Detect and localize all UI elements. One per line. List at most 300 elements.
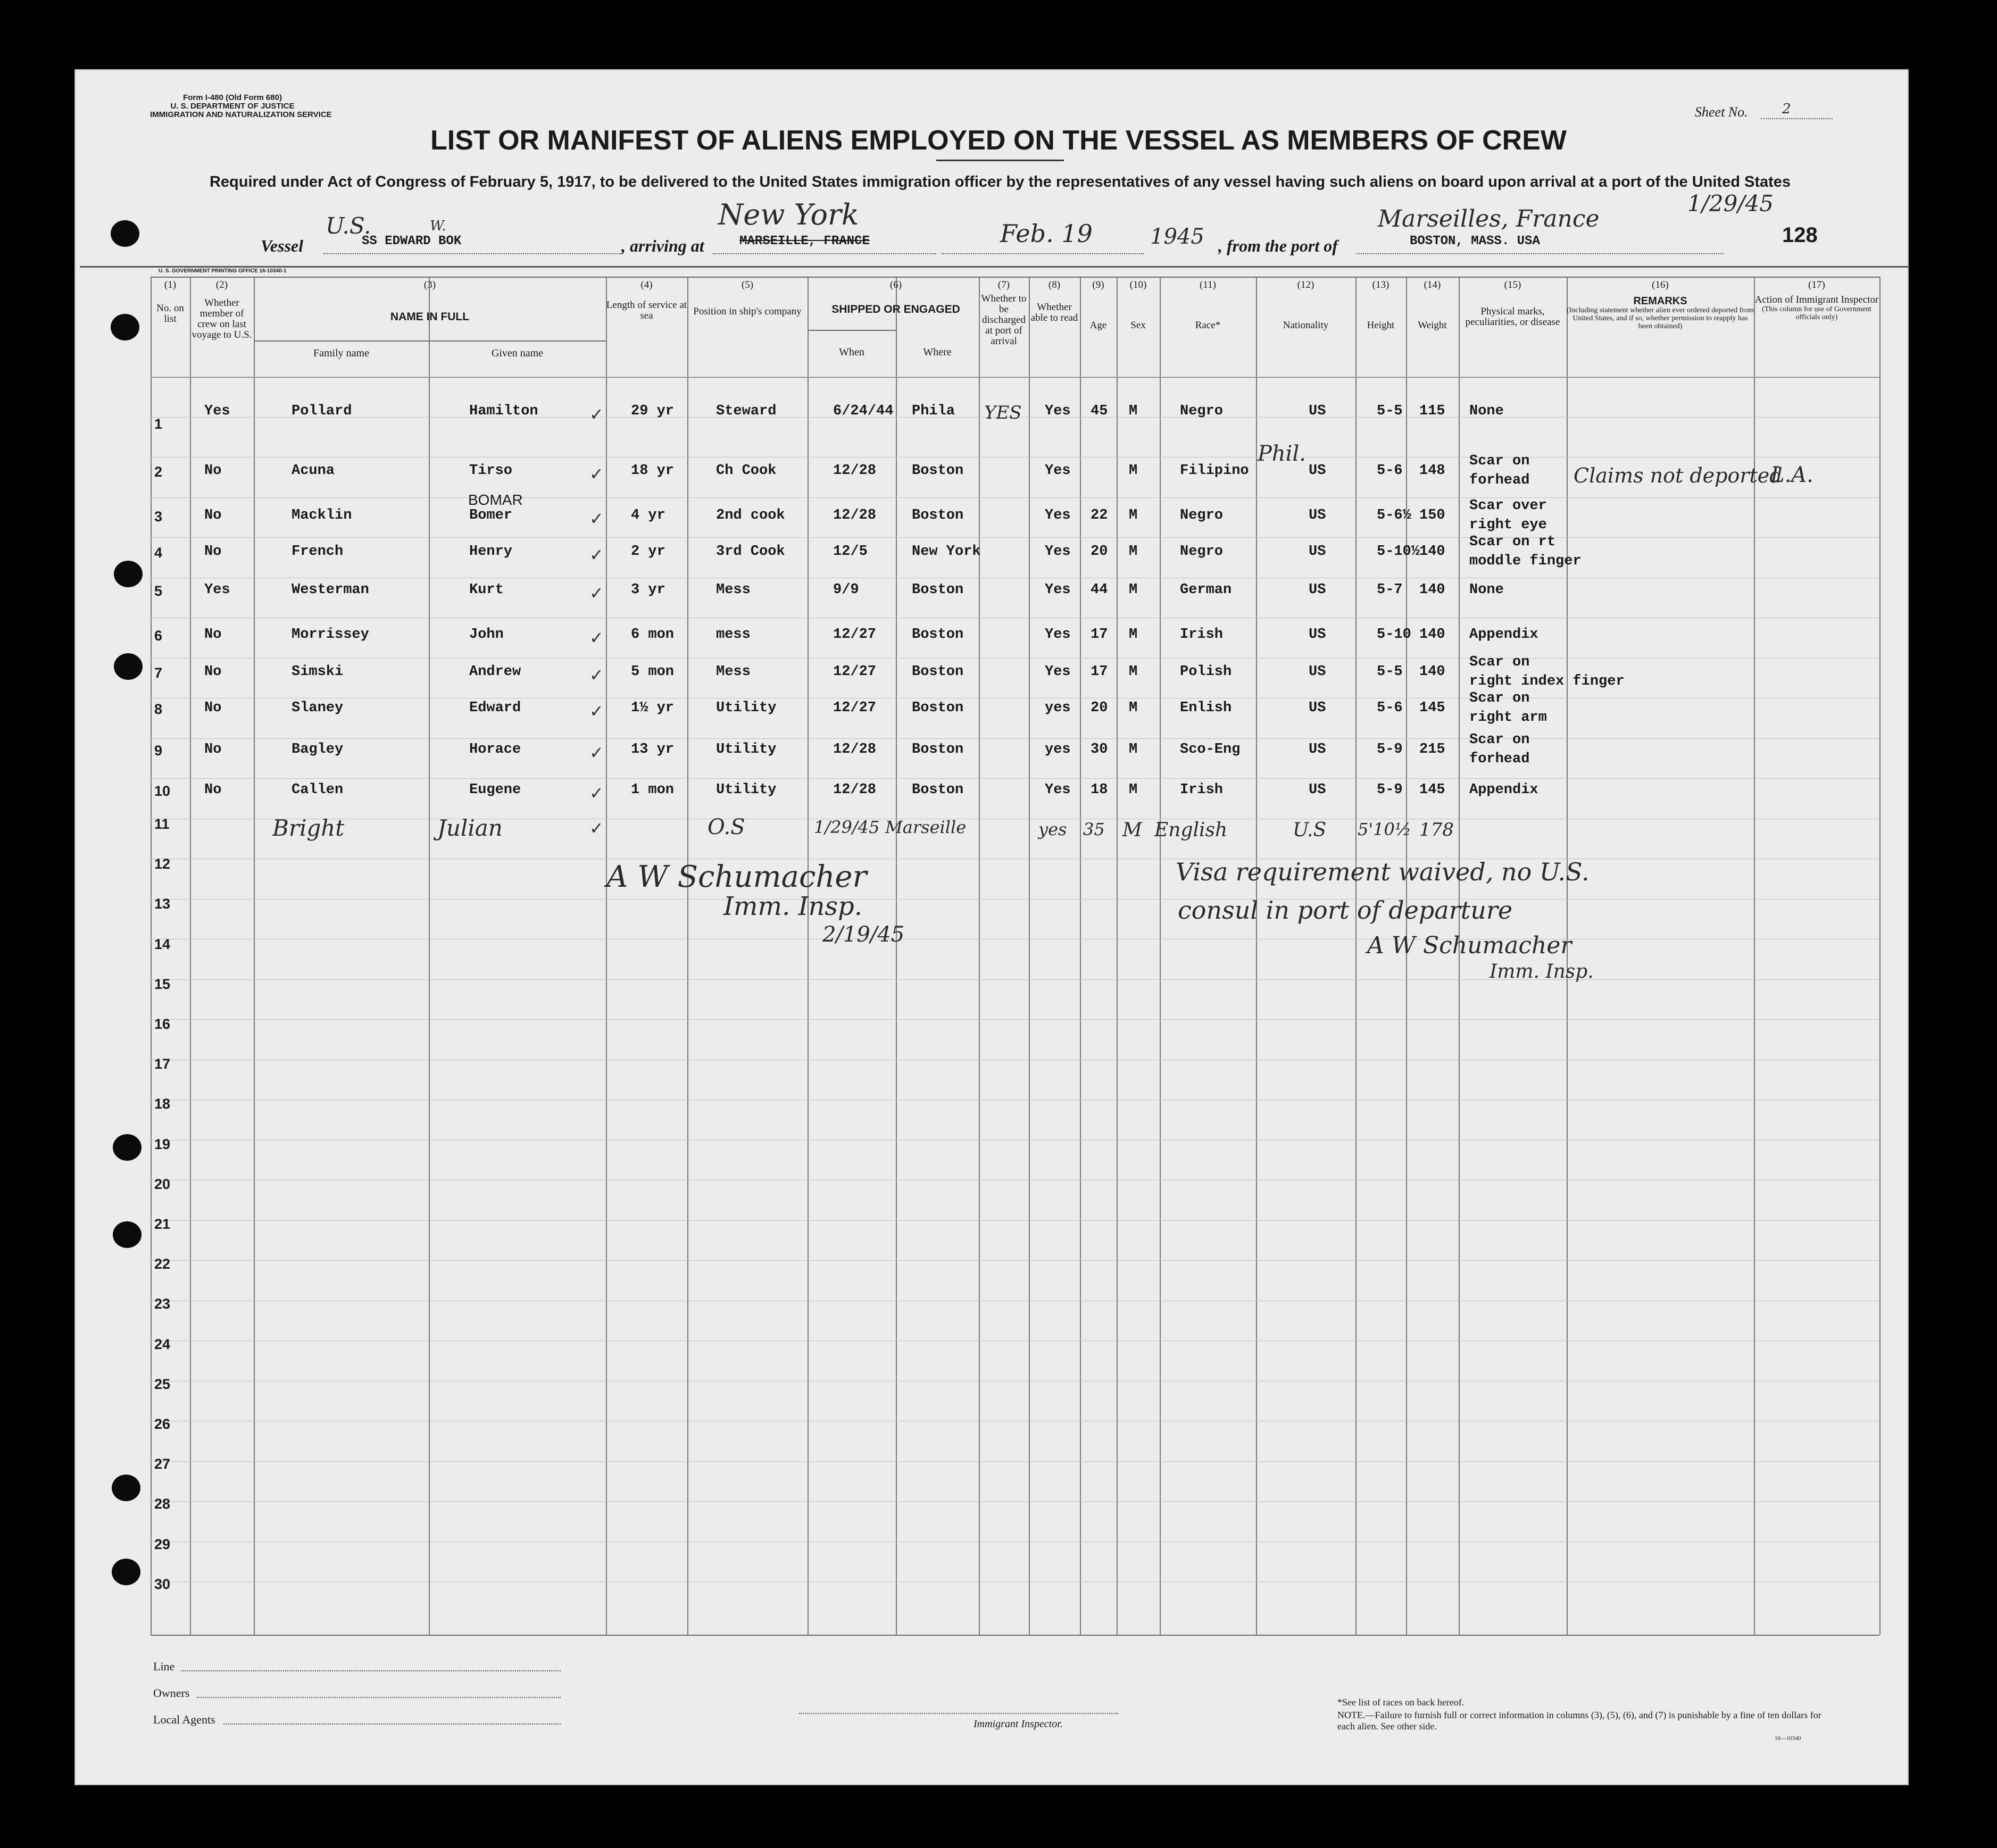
binder-hole [111, 314, 139, 340]
when-header: When [839, 346, 864, 358]
from-port-hand: Marseilles, France [1378, 205, 1600, 232]
col-line [1879, 277, 1880, 1635]
cell-marks: Scar on [1469, 690, 1530, 706]
col-line [429, 277, 430, 1635]
cell-position: Mess [716, 582, 751, 598]
line-number: 27 [154, 1456, 171, 1472]
cell-last-voyage: No [204, 507, 222, 523]
line-number: 10 [154, 783, 171, 799]
cell-height: 5-10½ [1377, 544, 1420, 560]
form-service: IMMIGRATION AND NATURALIZATION SERVICE [150, 110, 332, 119]
col-header-8: (8) Whether able to read [1030, 279, 1078, 323]
line-number: 15 [154, 976, 171, 992]
cell-sex: M [1129, 544, 1138, 560]
cell-given: Hamilton [469, 403, 538, 419]
cell-sex: M [1129, 700, 1138, 716]
cell-weight: 145 [1419, 700, 1445, 716]
cell-height: 5-6 [1377, 463, 1403, 479]
visa-note-line2: consul in port of departure [1178, 896, 1513, 925]
cell-weight: 145 [1419, 782, 1445, 798]
line-number: 18 [154, 1096, 171, 1112]
cell-age: 17 [1091, 627, 1108, 643]
line-number: 22 [154, 1256, 171, 1272]
cell-read: yes [1045, 700, 1071, 716]
cell-given: Edward [469, 700, 521, 716]
cell-nationality: US [1309, 507, 1326, 523]
cell-nationality: US [1309, 700, 1326, 716]
cell-where: Boston [912, 742, 964, 757]
footer-agents-label: Local Agents [153, 1713, 215, 1726]
cell-age: 22 [1091, 507, 1108, 523]
cell-service: 18 yr [631, 463, 675, 479]
col-line [1160, 277, 1161, 1635]
hw-read: yes [1038, 819, 1067, 839]
cell-age: 45 [1091, 403, 1108, 419]
cell-height: 5-6½ [1377, 507, 1411, 523]
cell-marks-line2: right arm [1469, 710, 1547, 726]
inspector-signature-field [799, 1708, 1118, 1714]
cell-race: Irish [1180, 627, 1224, 643]
line-number: 7 [154, 665, 163, 681]
check-mark-icon: ✓ [589, 584, 604, 603]
cell-position: 2nd cook [716, 507, 785, 523]
cell-age: 20 [1091, 544, 1108, 560]
cell-when: 12/5 [833, 544, 868, 560]
row-guide-line [151, 658, 1879, 659]
hw-age: 35 [1083, 819, 1105, 839]
cell-height: 5-5 [1377, 664, 1403, 680]
line-number: 8 [154, 701, 163, 717]
cell-read: Yes [1045, 627, 1071, 643]
col-header-1: (1) No. on list [156, 279, 184, 324]
col-header-14: (14) Weight [1418, 279, 1447, 331]
line-number: 19 [154, 1136, 171, 1152]
from-port-label: , from the port of [1218, 236, 1338, 255]
cell-weight: 140 [1419, 627, 1445, 643]
cell-marks: None [1469, 582, 1504, 598]
inspector-date: 2/19/45 [822, 922, 905, 947]
arriving-hand: New York [718, 198, 859, 231]
cell-marks-line2: right index finger [1469, 673, 1625, 689]
cell-age: 44 [1091, 582, 1108, 598]
cell-age: 17 [1091, 664, 1108, 680]
check-mark-icon: ✓ [589, 784, 604, 803]
second-signature: A W Schumacher [1367, 932, 1572, 959]
cell-nationality: US [1309, 544, 1326, 560]
row-guide-line [151, 537, 1879, 538]
cell-weight: 140 [1419, 544, 1445, 560]
cell-last-voyage: No [204, 782, 222, 798]
hw-race: English [1154, 819, 1228, 841]
cell-last-voyage: No [204, 664, 222, 680]
cell-height: 5-9 [1377, 782, 1403, 798]
cell-read: Yes [1045, 782, 1071, 798]
col-header-15: (15) Physical marks, peculiarities, or disease [1465, 279, 1560, 328]
phil-correction: Phil. [1258, 442, 1306, 466]
col-line [1256, 277, 1257, 1635]
cell-last-voyage: No [204, 627, 222, 643]
cell-nationality: US [1309, 463, 1326, 479]
cell-height: 5-7 [1377, 582, 1403, 598]
bomar-correction: BOMAR [468, 492, 523, 508]
cell-family: Bagley [292, 742, 344, 757]
col-header-3: (3) NAME IN FULL [390, 279, 470, 323]
arriving-field [713, 234, 936, 254]
footer-line-field [181, 1665, 561, 1671]
cell-where: New York [912, 544, 981, 560]
col-line [1117, 277, 1118, 1635]
cell-service: 1½ yr [631, 700, 675, 716]
cell-age: 18 [1091, 782, 1108, 798]
cell-marks: Scar on rt [1469, 534, 1556, 550]
cell-service: 13 yr [631, 742, 675, 757]
cell-given: John [469, 627, 504, 643]
cell-nationality: US [1309, 664, 1326, 680]
cell-family: Simski [292, 664, 344, 680]
printer-line: U. S. GOVERNMENT PRINTING OFFICE 16-10340-1 [159, 268, 287, 274]
line-number: 14 [154, 936, 171, 952]
cell-sex: M [1129, 782, 1138, 798]
cell-marks-line2: forhead [1469, 472, 1530, 488]
footer-agents-field [223, 1718, 561, 1725]
footer-line-label: Line [153, 1660, 175, 1673]
line-number: 2 [154, 464, 163, 480]
cell-position: Steward [716, 403, 777, 419]
line-number: 1 [154, 416, 163, 432]
col-line [808, 277, 809, 1635]
check-mark-icon: ✓ [589, 464, 604, 484]
cell-read: Yes [1045, 664, 1071, 680]
form-header [150, 93, 332, 119]
cell-marks-line2: forhead [1469, 751, 1530, 767]
cell-height: 5-6 [1377, 700, 1403, 716]
cell-race: Sco-Eng [1180, 742, 1241, 757]
name-split-rule [254, 340, 606, 342]
col-line [979, 277, 980, 1635]
sheet-no-label: Sheet No. [1695, 104, 1748, 120]
where-header: Where [923, 346, 952, 358]
cell-when: 12/27 [833, 700, 877, 716]
cell-position: Mess [716, 664, 751, 680]
cell-where: Boston [912, 582, 964, 598]
cell-marks: Scar over [1469, 498, 1547, 514]
from-port-field [1357, 234, 1724, 254]
check-mark-icon: ✓ [589, 405, 604, 424]
binder-hole [111, 220, 139, 247]
arriving-typed: MARSEILLE, FRANCE [739, 234, 870, 248]
cell-when: 9/9 [833, 582, 859, 598]
cell-position: mess [716, 627, 751, 643]
hw-weight: 178 [1419, 819, 1454, 840]
sheet-no-value: 2 [1782, 101, 1791, 117]
cell-given: Horace [469, 742, 521, 757]
visa-note-line1: Visa requirement waived, no U.S. [1176, 858, 1590, 886]
row-guide-line [151, 899, 1879, 900]
cell-nationality: US [1309, 627, 1326, 643]
check-mark-icon: ✓ [589, 628, 604, 647]
line-number: 26 [154, 1416, 171, 1432]
cell-sex: M [1129, 582, 1138, 598]
cell-marks: Appendix [1469, 627, 1538, 643]
row-guide-line [151, 1260, 1879, 1261]
cell-nationality: US [1309, 782, 1326, 798]
cell-weight: 215 [1419, 742, 1445, 757]
row-guide-line [151, 1461, 1879, 1462]
hw-height: 5'10½ [1358, 819, 1411, 839]
cell-nationality: US [1309, 403, 1326, 419]
cell-when: 12/28 [833, 507, 877, 523]
cell-read: yes [1045, 742, 1071, 757]
cell-family: Morrissey [292, 627, 369, 643]
form-id: Form I-480 (Old Form 680) [183, 93, 282, 102]
cell-sex: M [1129, 403, 1138, 419]
cell-weight: 115 [1419, 403, 1445, 419]
cell-service: 5 mon [631, 664, 675, 680]
cell-when: 12/27 [833, 627, 877, 643]
inspector-signature-label: Immigrant Inspector. [973, 1718, 1063, 1730]
binder-hole [112, 1475, 140, 1501]
cell-race: Negro [1180, 507, 1224, 523]
cell-sex: M [1129, 627, 1138, 643]
row-guide-line [151, 979, 1879, 980]
col-header-13: (13) Height [1367, 279, 1395, 331]
hw-when: 1/29/45 [814, 817, 880, 837]
row-guide-line [151, 1140, 1879, 1141]
cell-where: Boston [912, 700, 964, 716]
row-guide-line [151, 1019, 1879, 1020]
check-mark-icon: ✓ [589, 743, 604, 762]
from-date-hand: 1/29/45 [1687, 190, 1774, 217]
cell-age: 30 [1091, 742, 1108, 757]
cell-position: 3rd Cook [716, 544, 785, 560]
footer-owners-label: Owners [153, 1686, 190, 1700]
given-name-header: Given name [491, 347, 544, 359]
cell-where: Boston [912, 463, 964, 479]
cell-weight: 150 [1419, 507, 1445, 523]
line-number: 17 [154, 1056, 171, 1072]
from-port-typed: BOSTON, MASS. USA [1410, 234, 1540, 248]
line-number: 6 [154, 628, 163, 644]
col-line [1355, 277, 1357, 1635]
cell-when: 6/24/44 [833, 403, 894, 419]
cell-when: 12/28 [833, 742, 877, 757]
line-number: 20 [154, 1176, 171, 1192]
cell-service: 3 yr [631, 582, 665, 598]
arriving-label: , arriving at [621, 236, 704, 255]
footer-owners-field [197, 1692, 561, 1698]
vessel-field [323, 234, 621, 254]
cell-race: Negro [1180, 544, 1224, 560]
row-guide-line [151, 497, 1879, 498]
cell-marks: None [1469, 403, 1504, 419]
penalty-note: NOTE.—Failure to furnish full or correct information in columns (3), (5), (6), and (7) is punishable by a fine of ten dollars for each alien. See other side. [1337, 1710, 1821, 1732]
cell-race: Polish [1180, 664, 1232, 680]
shipped-split-rule [808, 330, 896, 331]
table-top-rule [80, 266, 1910, 268]
cell-nationality: US [1309, 582, 1326, 598]
cell-last-voyage: No [204, 700, 222, 716]
cell-given: Henry [469, 544, 513, 560]
footer-rule [151, 1635, 1879, 1636]
col-header-16: (16) REMARKS (Including statement whether alien ever ordered deported from United States, and if so, whether permission to reapply has been obtained) [1567, 279, 1754, 330]
cell-last-voyage: No [204, 544, 222, 560]
cell-read: Yes [1045, 544, 1071, 560]
header-rule [151, 277, 1879, 278]
col-line [1080, 277, 1081, 1635]
hw-sex: M [1122, 819, 1142, 841]
page-number: 128 [1782, 223, 1818, 247]
row-guide-line [151, 738, 1879, 739]
row-guide-line [151, 778, 1879, 779]
col-line [687, 277, 688, 1635]
cell-service: 4 yr [631, 507, 665, 523]
col-header-12: (12) Nationality [1283, 279, 1329, 331]
cell-where: Boston [912, 507, 964, 523]
binder-hole [113, 1221, 142, 1248]
col-header-10: (10) Sex [1129, 279, 1147, 331]
cell-sex: M [1129, 664, 1138, 680]
col-header-11: (11) Race* [1195, 279, 1221, 331]
cell-race: Filipino [1180, 463, 1249, 479]
col-header-7: (7) Whether to be discharged at port of arrival [981, 279, 1027, 347]
line-number: 12 [154, 856, 171, 872]
vessel-label: Vessel [261, 236, 303, 255]
line-number: 25 [154, 1376, 171, 1392]
hw-where: Marseille [885, 817, 967, 837]
col-line [254, 277, 255, 1635]
cell-when: 12/28 [833, 782, 877, 798]
hw-given: Julian [437, 815, 503, 841]
cell-service: 29 yr [631, 403, 675, 419]
cell-last-voyage: Yes [204, 582, 230, 598]
date-hand: Feb. 19 [1000, 219, 1093, 248]
cell-given: Kurt [469, 582, 504, 598]
cell-position: Ch Cook [716, 463, 777, 479]
line-number: 23 [154, 1296, 171, 1312]
cell-height: 5-10 [1377, 627, 1411, 643]
col-line [896, 277, 897, 1635]
cell-age: 20 [1091, 700, 1108, 716]
races-note: *See list of races on back hereof. [1337, 1697, 1465, 1708]
year-hand: 1945 [1150, 224, 1204, 249]
line-number: 29 [154, 1536, 171, 1552]
hw-family: Bright [272, 815, 345, 841]
line-number: 13 [154, 896, 171, 912]
cell-race: Enlish [1180, 700, 1232, 716]
cell-read: Yes [1045, 582, 1071, 598]
cell-weight: 140 [1419, 664, 1445, 680]
cell-where: Phila [912, 403, 955, 419]
cell-race: German [1180, 582, 1232, 598]
row-guide-line [151, 1501, 1879, 1502]
cell-family: Westerman [292, 582, 369, 598]
cell-marks: Appendix [1469, 782, 1538, 798]
col-line [190, 277, 191, 1635]
cell-where: Boston [912, 664, 964, 680]
cell-family: Pollard [292, 403, 352, 419]
cell-when: 12/28 [833, 463, 877, 479]
line-number: 11 [154, 816, 170, 832]
footer-code: 16—10340 [1775, 1735, 1801, 1742]
cell-position: Utility [716, 700, 777, 716]
second-signature-title: Imm. Insp. [1490, 961, 1594, 983]
vessel-insert-hand: W. [430, 218, 446, 234]
inspector-title: Imm. Insp. [723, 892, 862, 921]
family-name-header: Family name [313, 347, 369, 359]
cell-weight: 140 [1419, 582, 1445, 598]
line-number: 4 [154, 545, 163, 561]
cell-position: Utility [716, 742, 777, 757]
col-header-17: (17) Action of Immigrant Inspector (This column for use of Government officials only) [1754, 279, 1879, 321]
cell-given: Andrew [469, 664, 521, 680]
hw-position: O.S [708, 815, 745, 839]
col-line [151, 277, 152, 1635]
cell-position: Utility [716, 782, 777, 798]
cell-sex: M [1129, 507, 1138, 523]
cell-service: 6 mon [631, 627, 675, 643]
cell-read: Yes [1045, 463, 1071, 479]
vessel-name: SS EDWARD BOK [362, 234, 462, 248]
remark-row-2: Claims not deported [1574, 464, 1783, 487]
check-mark-icon: ✓ [589, 509, 604, 528]
line-number: 28 [154, 1496, 171, 1512]
cell-family: Macklin [292, 507, 352, 523]
cell-service: 1 mon [631, 782, 675, 798]
row-guide-line [151, 1581, 1879, 1582]
cell-family: Slaney [292, 700, 344, 716]
vessel-prefix-hand: U.S. [326, 213, 371, 239]
cell-weight: 148 [1419, 463, 1445, 479]
line-number: 24 [154, 1336, 171, 1352]
cell-last-voyage: No [204, 742, 222, 757]
form-department: U. S. DEPARTMENT OF JUSTICE [170, 102, 295, 111]
cell-given: Bomer [469, 507, 513, 523]
line-number: 9 [154, 743, 163, 759]
check-mark-icon: ✓ [589, 702, 604, 721]
binder-hole [112, 1559, 140, 1585]
col-line [606, 277, 607, 1635]
cell-given: Eugene [469, 782, 521, 798]
sheet-no-field [1761, 101, 1833, 119]
cell-when: 12/27 [833, 664, 877, 680]
col-header-2: (2) Whether member of crew on last voyage to U.S. [192, 279, 252, 340]
col-line [1029, 277, 1030, 1635]
cell-service: 2 yr [631, 544, 665, 560]
cell-read: Yes [1045, 507, 1071, 523]
cell-marks: Scar on [1469, 453, 1530, 469]
cell-race: Irish [1180, 782, 1224, 798]
cell-family: Callen [292, 782, 344, 798]
check-mark-icon: ✓ [589, 665, 604, 685]
line-number: 5 [154, 583, 163, 599]
hw-nationality: U.S [1293, 819, 1327, 841]
action-row-2: L.A. [1770, 463, 1813, 487]
cell-marks-line2: right eye [1469, 517, 1547, 533]
page-subtitle: Required under Act of Congress of February 5, 1917, to be delivered to the United States immigration officer by the representatives of any vessel having such aliens on board upon arrival at a port of the United States [209, 173, 1791, 190]
cell-marks: Scar on [1469, 654, 1530, 670]
cell-last-voyage: No [204, 463, 222, 479]
binder-hole [113, 1134, 142, 1161]
col-header-6: (6) SHIPPED OR ENGAGED [831, 279, 960, 315]
line-number: 3 [154, 509, 163, 525]
cell-given: Tirso [469, 463, 513, 479]
page-title: LIST OR MANIFEST OF ALIENS EMPLOYED ON THE VESSEL AS MEMBERS OF CREW [430, 125, 1567, 156]
cell-last-voyage: Yes [204, 403, 230, 419]
cell-sex: M [1129, 463, 1138, 479]
cell-height: 5-5 [1377, 403, 1403, 419]
cell-nationality: US [1309, 742, 1326, 757]
cell-read: Yes [1045, 403, 1071, 419]
